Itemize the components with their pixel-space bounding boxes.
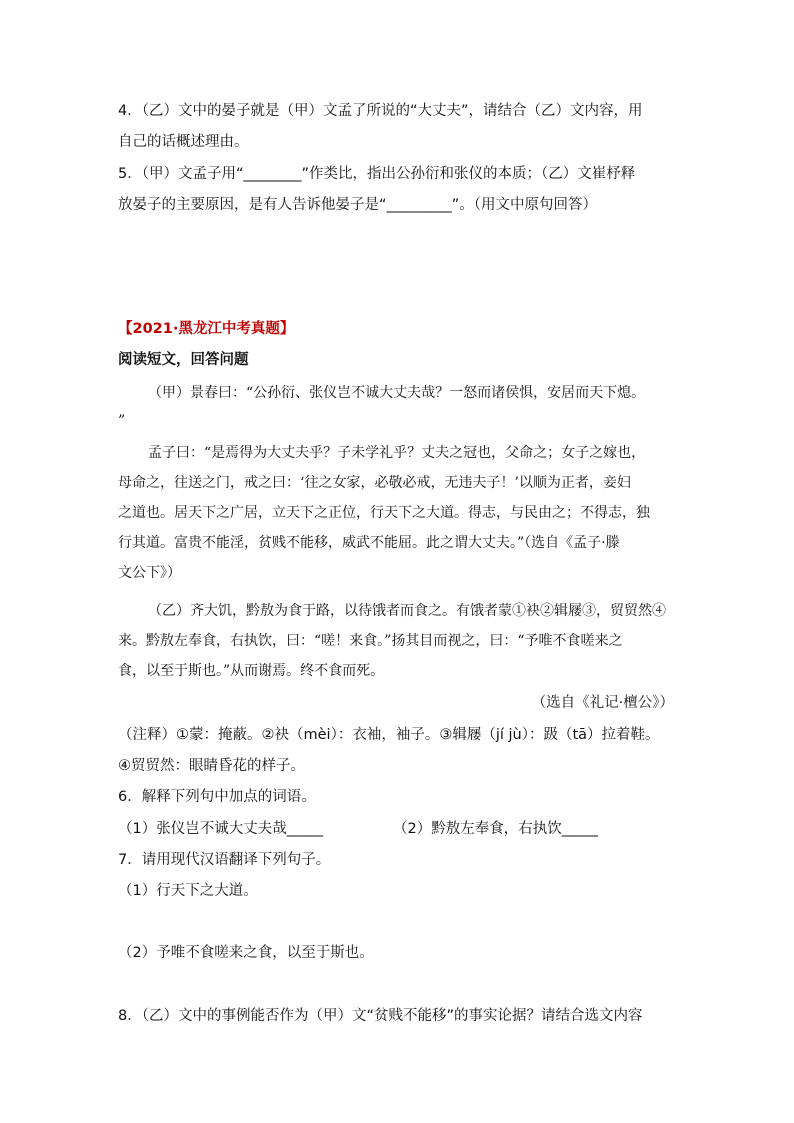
question-5-line-2: 放晏子的主要原因，是有人告诉他晏子是“_________”。（用文中原句回答） xyxy=(118,197,598,213)
yi-text-line: 来。黔敖左奉食，右执饮，曰：“嗟！来食。”扬其目而视之，曰：“予唯不食嗟来之 xyxy=(118,633,623,649)
yi-text-line: （乙）齐大饥，黔敖为食于路，以待饿者而食之。有饿者蒙①袂②辑屦③，贸贸然④ xyxy=(148,603,666,619)
question-6: 6．解释下列句中加点的词语。 xyxy=(118,789,316,805)
yi-source: （选自《礼记·檀公》） xyxy=(531,695,674,711)
jia-text-line: 之道也。居天下之广居，立天下之正位，行天下之大道。得志，与民由之；不得志，独 xyxy=(118,505,650,521)
source-header: 【2021·黑龙江中考真题】 xyxy=(118,321,295,337)
jia-text-line: ” xyxy=(118,413,126,429)
question-8: 8．（乙）文中的事例能否作为（甲）文“贫贱不能移”的事实论据？请结合选文内容 xyxy=(118,1008,643,1024)
notes-line-1: （注释）①蒙：掩蔽。②袂（mèi）：衣袖，袖子。③辑屦（jí jù）：趿（tā）拉着鞋。 xyxy=(118,727,660,743)
yi-text-line: 食，以至于斯也。”从而谢焉。终不食而死。 xyxy=(118,663,385,679)
question-7: 7．请用现代汉语翻译下列句子。 xyxy=(118,852,331,868)
question-4-line-2: 自己的话概述理由。 xyxy=(118,134,249,150)
jia-text-line: 文公下》） xyxy=(118,565,181,581)
reading-instruction: 阅读短文，回答问题 xyxy=(118,352,249,368)
jia-text-line: 行其道。富贵不能淫，贫贱不能移，威武不能屈。此之谓大丈夫。”（选自《孟子·滕 xyxy=(118,535,620,551)
question-6-items xyxy=(118,818,678,840)
question-4-line-1: 4．（乙）文中的晏子就是（甲）文孟了所说的“大丈夫”，请结合（乙）文内容，用 xyxy=(118,103,643,119)
notes-line-2: ④贸贸然：眼睛昏花的样子。 xyxy=(118,758,305,774)
question-7-item-1: （1）行天下之大道。 xyxy=(118,883,258,899)
question-6-item-1: （1）张仪岂不诚大丈夫哉_____ xyxy=(118,821,323,837)
question-6-item-2: （2）黔敖左奉食，右执饮_____ xyxy=(392,821,598,837)
jia-text-line: （甲）景春曰：“公孙衍、张仪岂不诚大丈夫哉？一怒而诸侯惧，安居而天下熄。 xyxy=(148,385,646,401)
jia-text-line: 母命之，往送之门，戒之曰：‘往之女家，必敬必戒，无违夫子！’以顺为正者，妾妇 xyxy=(118,475,631,491)
question-7-item-2: （2）予唯不食嗟来之食，以至于斯也。 xyxy=(118,945,374,961)
jia-text-line: 孟子曰：“是焉得为大丈夫乎？子未学礼乎？丈夫之冠也，父命之；女子之嫁也， xyxy=(148,445,646,461)
question-5-line-1: 5．（甲）文孟子用“________”作类比，指出公孙衍和张仪的本质；（乙）文崔杼释 xyxy=(118,166,636,182)
